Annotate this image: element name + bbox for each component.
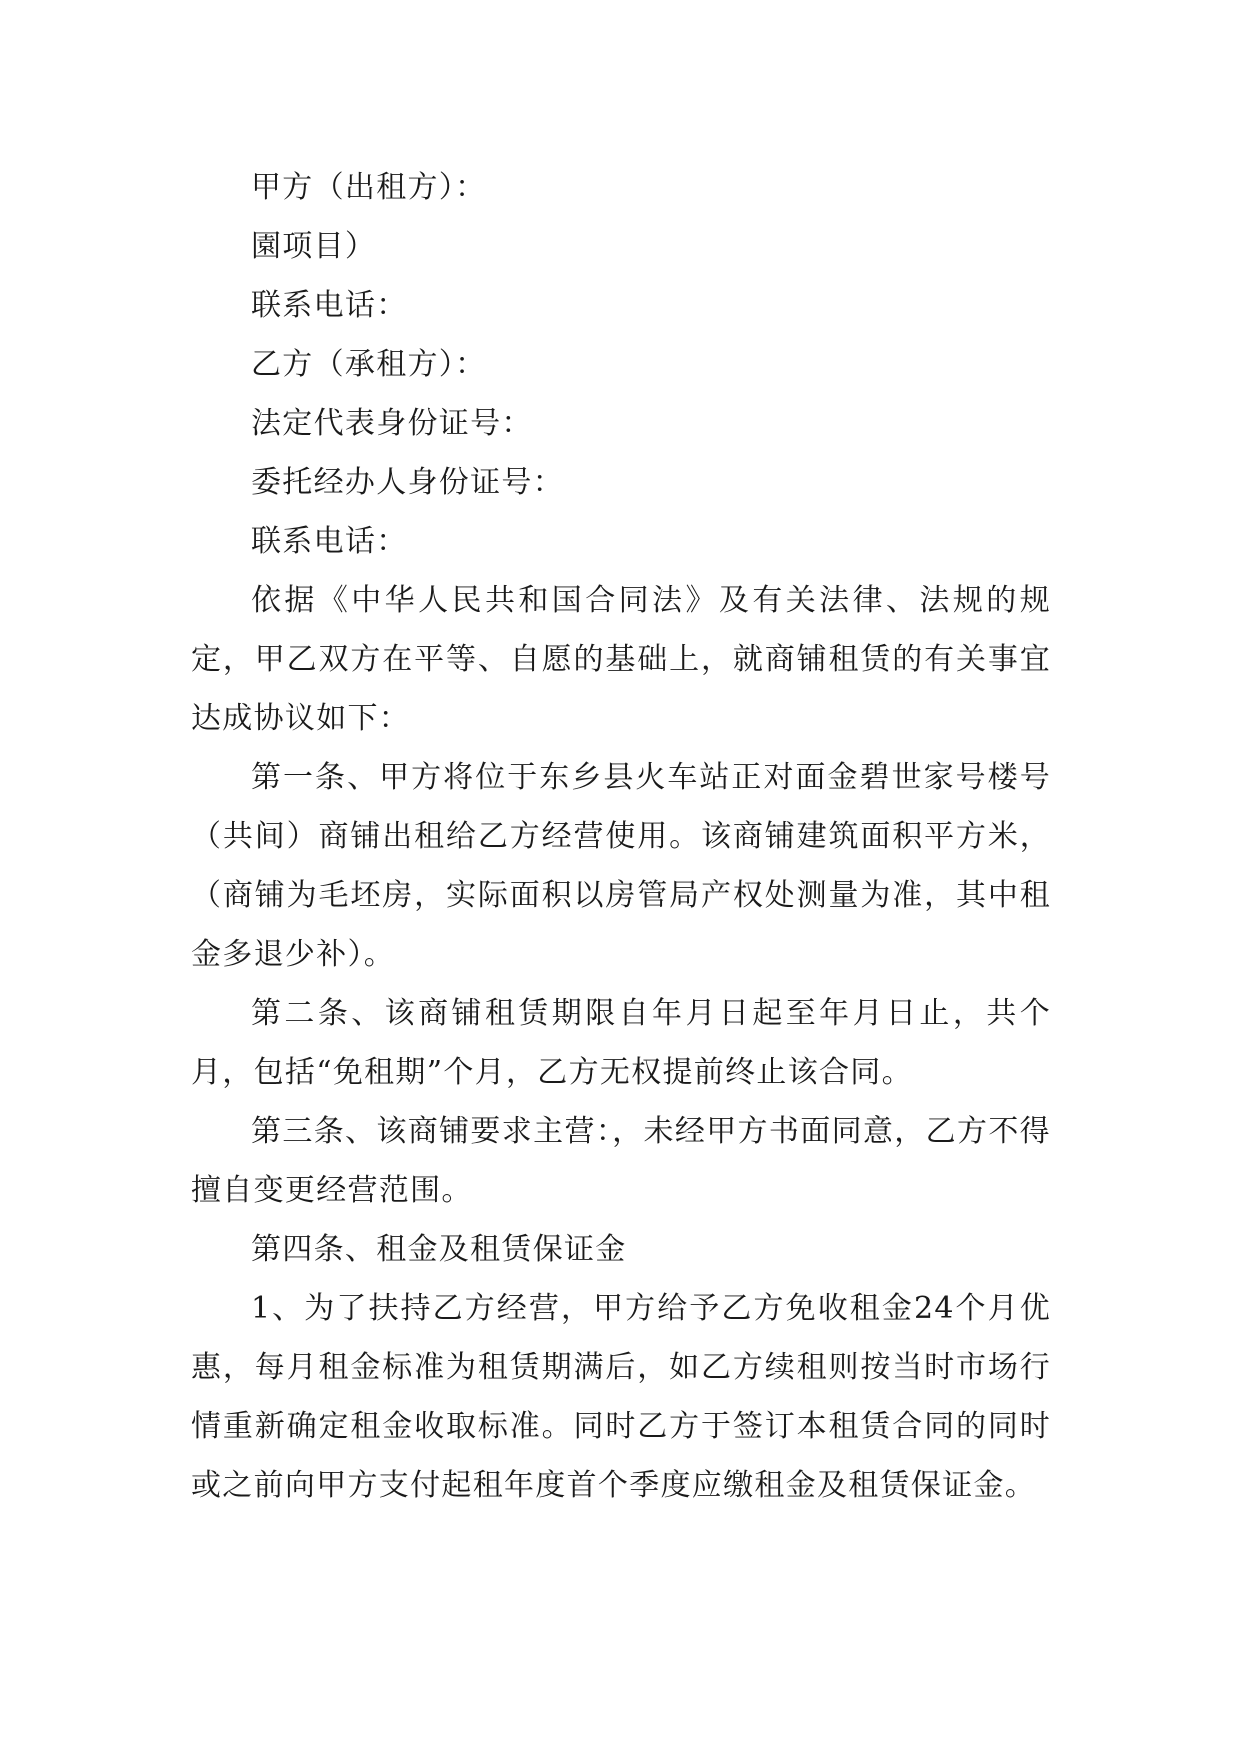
article-2-paragraph: 第二条、该商铺租赁期限自年月日起至年月日止，共个月，包括“免租期”个月，乙方无权提前终止该合同。 <box>191 996 1051 1090</box>
document-body <box>191 158 1051 1515</box>
party-b-line: 乙方（承租方）： <box>251 347 487 382</box>
project-line: 園项目） <box>251 229 377 264</box>
article-3-paragraph: 第三条、该商铺要求主营：，未经甲方书面同意，乙方不得擅自变更经营范围。 <box>191 1114 1051 1208</box>
article-1-paragraph: 第一条、甲方将位于东乡县火车站正对面金碧世家号楼号（共间）商铺出租给乙方经营使用。该商铺建筑面积平方米，（商铺为毛坯房，实际面积以房管局产权处测量为准，其中租金多退少补）。 <box>191 760 1051 972</box>
party-a-line: 甲方（出租方）： <box>251 170 487 205</box>
agent-id-line: 委托经办人身份证号： <box>251 465 564 500</box>
legal-rep-id-line: 法定代表身份证号： <box>251 406 533 441</box>
preamble-paragraph: 依据《中华人民共和国合同法》及有关法律、法规的规定，甲乙双方在平等、自愿的基础上，就商铺租赁的有关事宜达成协议如下： <box>191 583 1051 736</box>
party-b-phone-line: 联系电话： <box>251 524 408 559</box>
party-a-phone-line: 联系电话： <box>251 288 408 323</box>
article-4-heading: 第四条、租金及租赁保证金 <box>251 1232 627 1267</box>
article-4-clause-1: 1、为了扶持乙方经营，甲方给予乙方免收租金24个月优惠，每月租金标准为租赁期满后，如乙方续租则按当时市场行情重新确定租金收取标准。同时乙方于签订本租赁合同的同时或之前向甲方支付起租年度首个季度应缴租金及租赁保证金。 <box>191 1291 1051 1503</box>
